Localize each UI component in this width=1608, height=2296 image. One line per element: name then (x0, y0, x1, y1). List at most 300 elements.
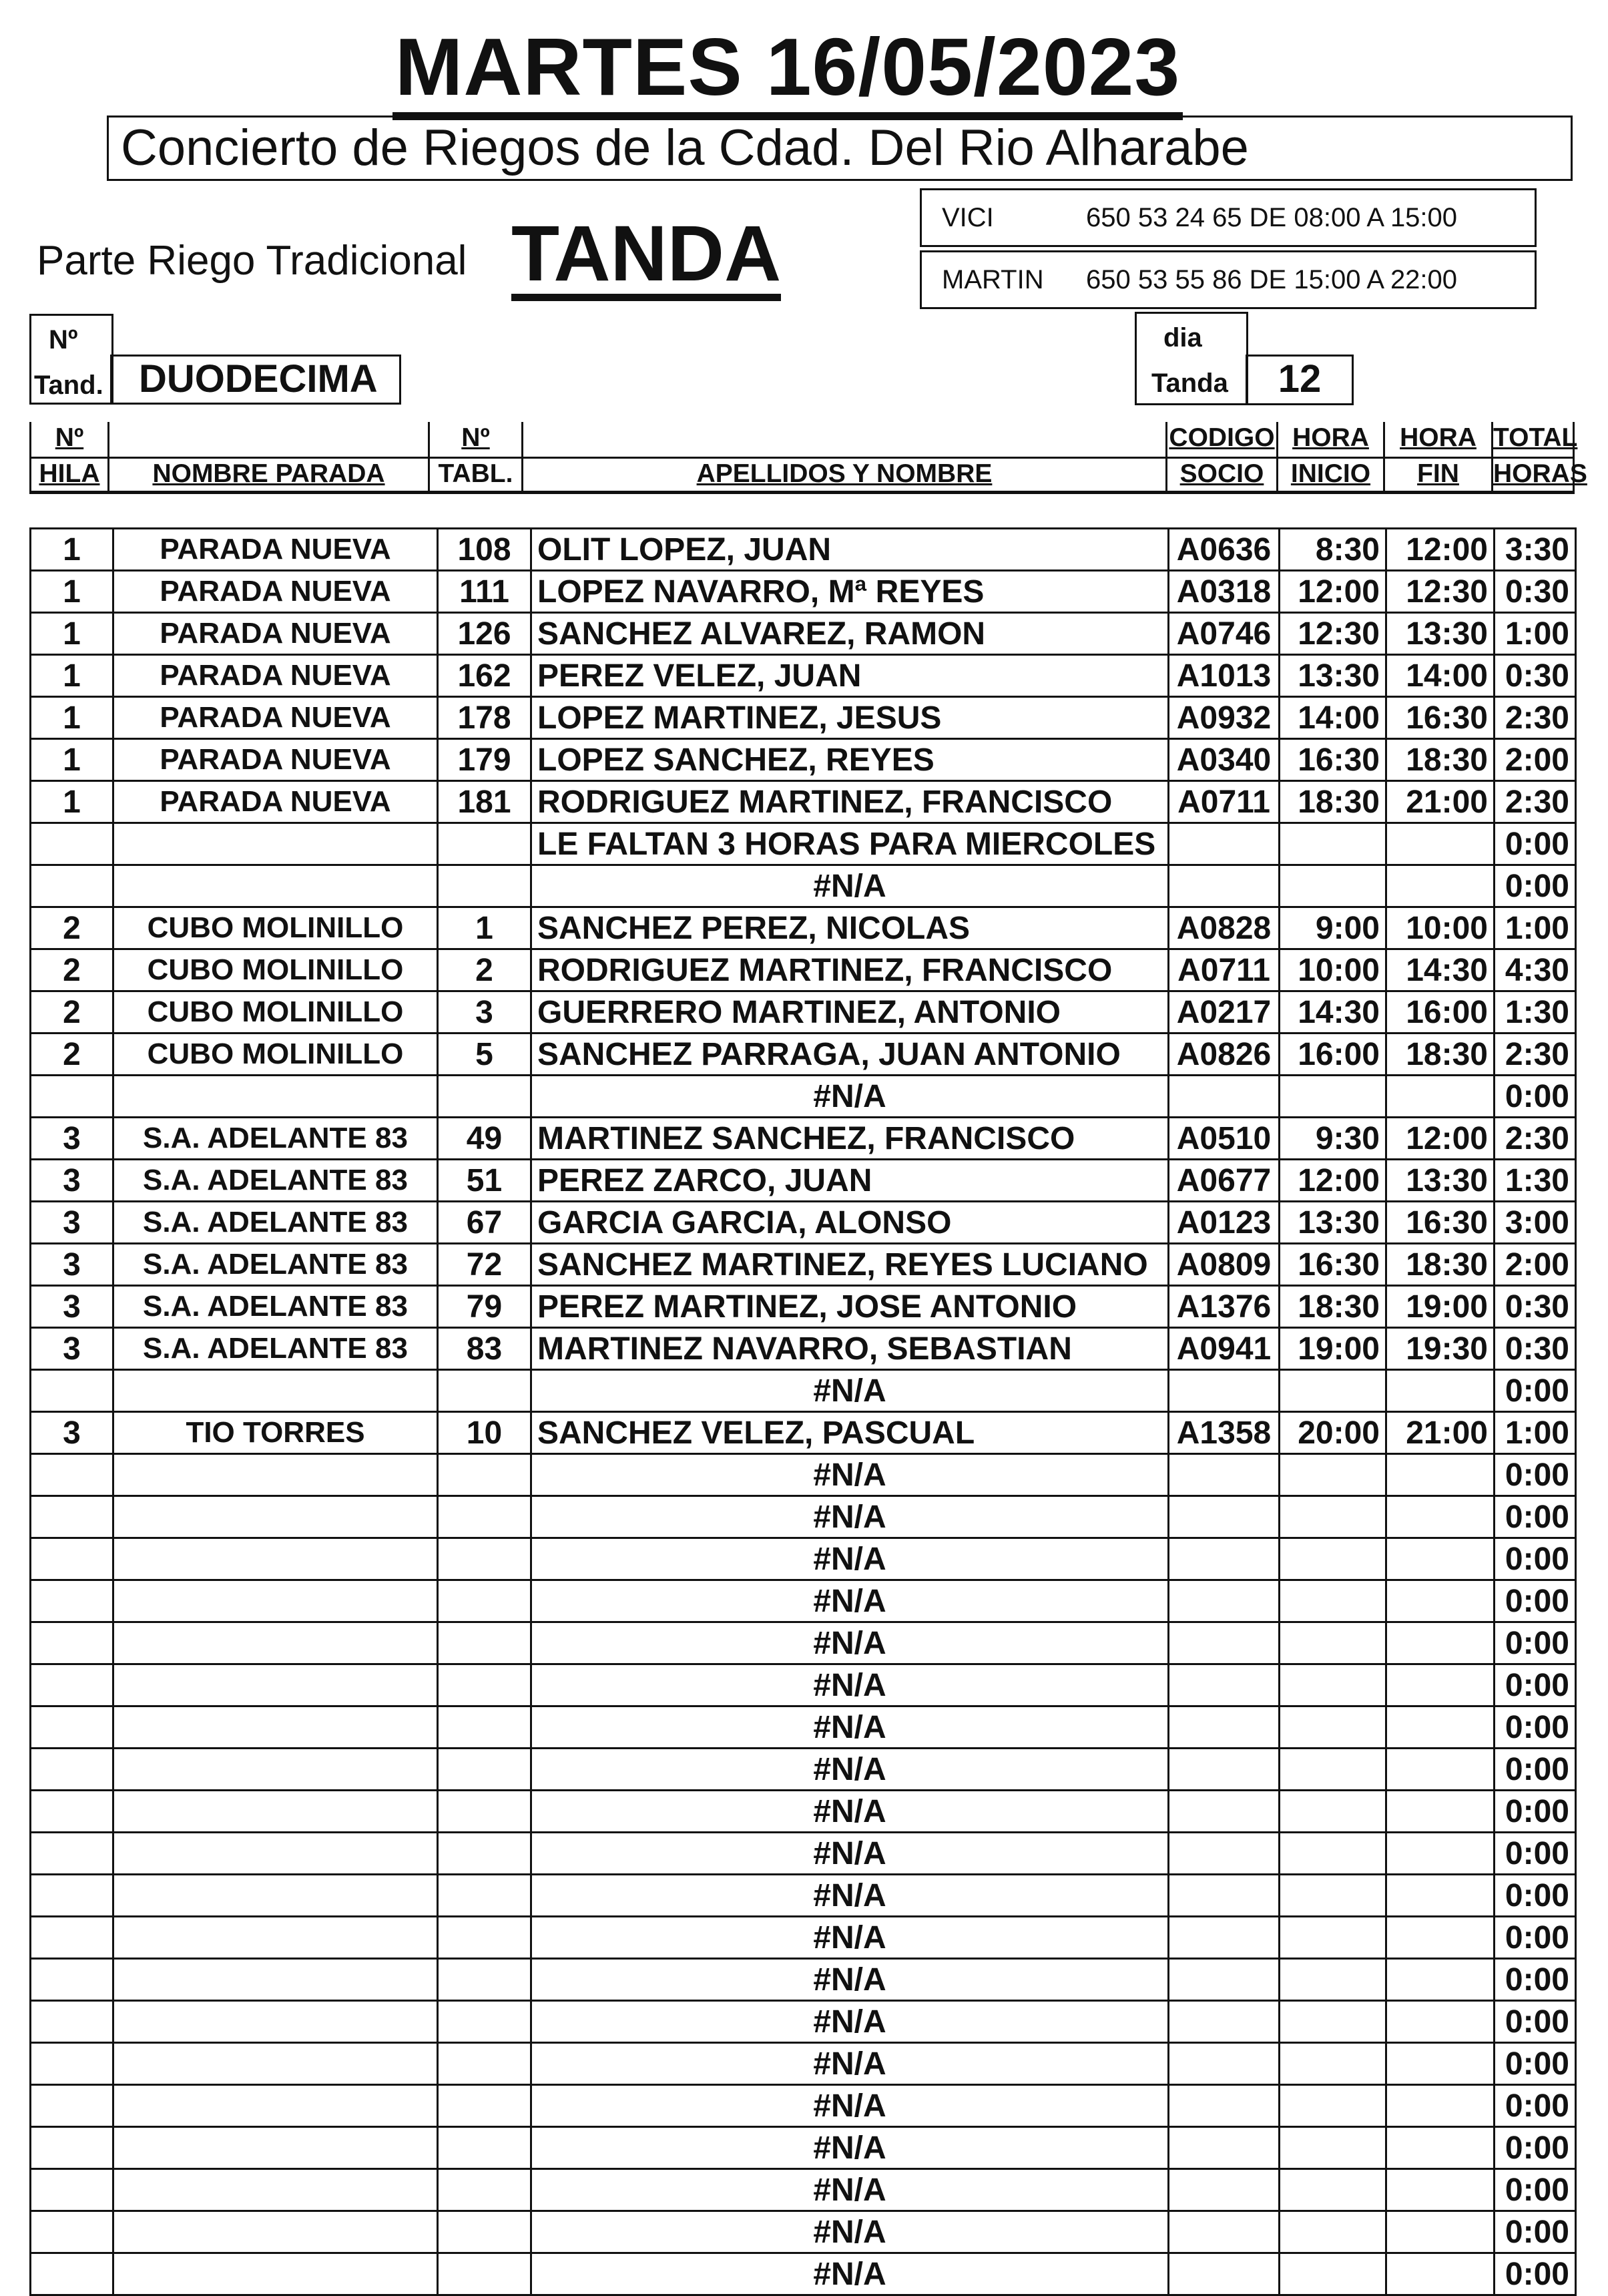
cell-inicio: 8:30 (1280, 529, 1386, 571)
table-row (31, 949, 1576, 991)
table-row (31, 1076, 1576, 1118)
cell-hila (31, 1833, 113, 1875)
cell-codigo (1169, 865, 1280, 907)
cell-total: 0:00 (1495, 2001, 1576, 2043)
cell-total: 0:00 (1495, 2043, 1576, 2085)
table-row (31, 781, 1576, 823)
cell-hila: 1 (31, 529, 113, 571)
cell-hila: 3 (31, 1202, 113, 1244)
cell-fin (1386, 1622, 1495, 1664)
cell-parada: PARADA NUEVA (113, 613, 438, 655)
cell-inicio: 16:30 (1280, 1244, 1386, 1286)
cell-codigo (1169, 1791, 1280, 1833)
table-row (31, 2253, 1576, 2295)
cell-tabl: 181 (438, 781, 531, 823)
col-codigo: CODIGO SOCIO (1167, 422, 1278, 494)
cell-inicio (1280, 2001, 1386, 2043)
cell-codigo: A0217 (1169, 991, 1280, 1034)
cell-hila (31, 1622, 113, 1664)
cell-tabl: 126 (438, 613, 531, 655)
cell-nombre: SANCHEZ PEREZ, NICOLAS (531, 907, 1169, 949)
cell-tabl (438, 2253, 531, 2295)
cell-hila (31, 2001, 113, 2043)
cell-parada: PARADA NUEVA (113, 739, 438, 781)
cell-tabl (438, 1370, 531, 1412)
table-row (31, 907, 1576, 949)
cell-parada: TIO TORRES (113, 1412, 438, 1454)
table-row (31, 991, 1576, 1034)
tanda-label-line1: Nº (49, 325, 78, 355)
cell-total: 2:30 (1495, 781, 1576, 823)
cell-inicio: 13:30 (1280, 655, 1386, 697)
cell-tabl (438, 1833, 531, 1875)
cell-total: 0:00 (1495, 823, 1576, 865)
cell-nombre: #N/A (531, 2043, 1169, 2085)
cell-tabl: 67 (438, 1202, 531, 1244)
cell-fin (1386, 1076, 1495, 1118)
cell-nombre: LE FALTAN 3 HORAS PARA MIERCOLES (531, 823, 1169, 865)
cell-parada (113, 1833, 438, 1875)
cell-hila: 3 (31, 1118, 113, 1160)
cell-parada: PARADA NUEVA (113, 697, 438, 739)
cell-inicio (1280, 1580, 1386, 1622)
cell-tabl: 178 (438, 697, 531, 739)
contact-martin (920, 250, 1537, 309)
cell-fin (1386, 865, 1495, 907)
table-row (31, 1664, 1576, 1706)
cell-parada (113, 823, 438, 865)
cell-nombre: PEREZ ZARCO, JUAN (531, 1160, 1169, 1202)
cell-codigo (1169, 1454, 1280, 1496)
cell-codigo (1169, 1538, 1280, 1580)
cell-total: 0:00 (1495, 1076, 1576, 1118)
cell-nombre: MARTINEZ NAVARRO, SEBASTIAN (531, 1328, 1169, 1370)
cell-total: 0:00 (1495, 2169, 1576, 2211)
cell-total: 0:00 (1495, 1791, 1576, 1833)
col-nombre-parada: NOMBRE PARADA (109, 422, 430, 494)
cell-parada (113, 1791, 438, 1833)
cell-parada: PARADA NUEVA (113, 529, 438, 571)
cell-parada (113, 1917, 438, 1959)
cell-parada: S.A. ADELANTE 83 (113, 1202, 438, 1244)
cell-total: 0:00 (1495, 1580, 1576, 1622)
table-row (31, 1286, 1576, 1328)
cell-total: 0:00 (1495, 1664, 1576, 1706)
cell-fin: 14:30 (1386, 949, 1495, 991)
cell-total: 0:00 (1495, 1917, 1576, 1959)
cell-tabl (438, 2169, 531, 2211)
cell-hila (31, 865, 113, 907)
cell-fin (1386, 2001, 1495, 2043)
cell-inicio: 16:30 (1280, 739, 1386, 781)
table-row (31, 1706, 1576, 1749)
table-row (31, 1328, 1576, 1370)
cell-inicio: 19:00 (1280, 1328, 1386, 1370)
table-row (31, 1370, 1576, 1412)
cell-tabl (438, 2043, 531, 2085)
cell-inicio: 9:00 (1280, 907, 1386, 949)
cell-nombre: #N/A (531, 865, 1169, 907)
cell-parada (113, 1749, 438, 1791)
cell-inicio (1280, 1370, 1386, 1412)
table-row (31, 2127, 1576, 2169)
cell-total: 1:00 (1495, 613, 1576, 655)
cell-hila: 3 (31, 1244, 113, 1286)
cell-parada (113, 1370, 438, 1412)
cell-hila (31, 1959, 113, 2001)
table-row (31, 613, 1576, 655)
cell-fin (1386, 1580, 1495, 1622)
cell-hila (31, 1454, 113, 1496)
cell-nombre: #N/A (531, 1622, 1169, 1664)
table-row (31, 1202, 1576, 1244)
cell-nombre: #N/A (531, 2253, 1169, 2295)
cell-parada (113, 2127, 438, 2169)
cell-hila (31, 2043, 113, 2085)
cell-nombre: #N/A (531, 1664, 1169, 1706)
cell-parada: S.A. ADELANTE 83 (113, 1118, 438, 1160)
cell-parada: PARADA NUEVA (113, 781, 438, 823)
cell-hila (31, 1580, 113, 1622)
cell-codigo (1169, 1370, 1280, 1412)
cell-parada (113, 865, 438, 907)
cell-total: 0:00 (1495, 1370, 1576, 1412)
cell-parada (113, 2253, 438, 2295)
cell-nombre: RODRIGUEZ MARTINEZ, FRANCISCO (531, 949, 1169, 991)
cell-codigo (1169, 1622, 1280, 1664)
cell-fin: 18:30 (1386, 739, 1495, 781)
cell-fin: 12:30 (1386, 571, 1495, 613)
cell-codigo: A0828 (1169, 907, 1280, 949)
cell-hila: 2 (31, 949, 113, 991)
cell-inicio: 13:30 (1280, 1202, 1386, 1244)
cell-inicio: 18:30 (1280, 1286, 1386, 1328)
cell-tabl (438, 823, 531, 865)
cell-nombre: #N/A (531, 1791, 1169, 1833)
cell-fin: 21:00 (1386, 1412, 1495, 1454)
cell-parada (113, 2001, 438, 2043)
cell-tabl: 108 (438, 529, 531, 571)
cell-hila (31, 1538, 113, 1580)
cell-inicio: 9:30 (1280, 1118, 1386, 1160)
cell-codigo: A0636 (1169, 529, 1280, 571)
cell-inicio: 10:00 (1280, 949, 1386, 991)
cell-codigo: A1013 (1169, 655, 1280, 697)
cell-hila: 2 (31, 907, 113, 949)
cell-inicio: 12:00 (1280, 571, 1386, 613)
table-row (31, 865, 1576, 907)
dia-label-line2: Tanda (1151, 369, 1228, 398)
cell-fin (1386, 2127, 1495, 2169)
cell-parada (113, 2043, 438, 2085)
cell-hila (31, 1706, 113, 1749)
cell-tabl (438, 1664, 531, 1706)
cell-total: 0:00 (1495, 2085, 1576, 2127)
cell-fin (1386, 1791, 1495, 1833)
cell-inicio (1280, 823, 1386, 865)
cell-codigo: A0711 (1169, 781, 1280, 823)
cell-tabl (438, 1622, 531, 1664)
cell-inicio (1280, 2085, 1386, 2127)
cell-codigo: A0826 (1169, 1034, 1280, 1076)
cell-nombre: #N/A (531, 1706, 1169, 1749)
cell-hila: 3 (31, 1328, 113, 1370)
cell-fin: 19:30 (1386, 1328, 1495, 1370)
cell-fin: 14:00 (1386, 655, 1495, 697)
col-hora-inicio: HORA INICIO (1278, 422, 1385, 494)
subtitle-box: Concierto de Riegos de la Cdad. Del Rio Alharabe (107, 116, 1573, 181)
cell-nombre: LOPEZ SANCHEZ, REYES (531, 739, 1169, 781)
cell-nombre: SANCHEZ MARTINEZ, REYES LUCIANO (531, 1244, 1169, 1286)
cell-fin (1386, 1538, 1495, 1580)
cell-codigo (1169, 1959, 1280, 2001)
cell-codigo: A0318 (1169, 571, 1280, 613)
cell-total: 0:00 (1495, 2127, 1576, 2169)
col-hora-fin: HORA FIN (1385, 422, 1493, 494)
col-tabl: Nº TABL. (430, 422, 523, 494)
cell-inicio (1280, 2253, 1386, 2295)
cell-codigo: A0340 (1169, 739, 1280, 781)
cell-tabl (438, 1791, 531, 1833)
cell-codigo (1169, 2043, 1280, 2085)
cell-fin: 16:30 (1386, 697, 1495, 739)
table-header (29, 422, 1587, 494)
table-row (31, 1538, 1576, 1580)
cell-codigo (1169, 1664, 1280, 1706)
cell-tabl: 83 (438, 1328, 531, 1370)
cell-codigo: A0809 (1169, 1244, 1280, 1286)
table-row (31, 1791, 1576, 1833)
cell-hila (31, 823, 113, 865)
cell-tabl (438, 1917, 531, 1959)
cell-fin: 16:30 (1386, 1202, 1495, 1244)
cell-tabl (438, 1076, 531, 1118)
cell-nombre: #N/A (531, 1580, 1169, 1622)
contact-name: VICI (942, 203, 994, 232)
cell-inicio (1280, 1496, 1386, 1538)
table-row (31, 739, 1576, 781)
table-row (31, 2211, 1576, 2253)
cell-parada: CUBO MOLINILLO (113, 1034, 438, 1076)
cell-nombre: #N/A (531, 1833, 1169, 1875)
cell-inicio (1280, 865, 1386, 907)
table-row (31, 697, 1576, 739)
cell-tabl (438, 1580, 531, 1622)
cell-codigo (1169, 2127, 1280, 2169)
cell-fin (1386, 2085, 1495, 2127)
cell-fin: 19:00 (1386, 1286, 1495, 1328)
cell-parada (113, 2211, 438, 2253)
cell-nombre: SANCHEZ PARRAGA, JUAN ANTONIO (531, 1034, 1169, 1076)
cell-parada (113, 1706, 438, 1749)
cell-codigo: A0932 (1169, 697, 1280, 739)
cell-tabl (438, 2001, 531, 2043)
contact-name: MARTIN (942, 265, 1044, 294)
table-row (31, 529, 1576, 571)
cell-inicio (1280, 1833, 1386, 1875)
cell-total: 2:30 (1495, 697, 1576, 739)
cell-inicio: 18:30 (1280, 781, 1386, 823)
cell-parada (113, 1959, 438, 2001)
cell-parada: CUBO MOLINILLO (113, 949, 438, 991)
contact-vici (920, 188, 1537, 247)
cell-total: 3:30 (1495, 529, 1576, 571)
table-row (31, 1833, 1576, 1875)
cell-codigo (1169, 2169, 1280, 2211)
cell-codigo (1169, 1833, 1280, 1875)
cell-fin (1386, 1875, 1495, 1917)
cell-codigo: A0123 (1169, 1202, 1280, 1244)
cell-total: 0:00 (1495, 1959, 1576, 2001)
cell-nombre: SANCHEZ ALVAREZ, RAMON (531, 613, 1169, 655)
cell-nombre: #N/A (531, 2085, 1169, 2127)
cell-fin (1386, 1959, 1495, 2001)
cell-tabl: 179 (438, 739, 531, 781)
cell-tabl: 72 (438, 1244, 531, 1286)
cell-nombre: #N/A (531, 2211, 1169, 2253)
cell-fin (1386, 2253, 1495, 2295)
cell-hila (31, 1749, 113, 1791)
cell-fin (1386, 1664, 1495, 1706)
cell-total: 2:30 (1495, 1034, 1576, 1076)
cell-nombre: GARCIA GARCIA, ALONSO (531, 1202, 1169, 1244)
cell-inicio (1280, 1664, 1386, 1706)
cell-inicio (1280, 1076, 1386, 1118)
cell-hila (31, 1370, 113, 1412)
cell-total: 0:00 (1495, 1706, 1576, 1749)
cell-total: 2:00 (1495, 739, 1576, 781)
cell-fin (1386, 2043, 1495, 2085)
contact-phone: 650 53 24 65 DE 08:00 A 15:00 (1086, 203, 1458, 232)
table-row (31, 2169, 1576, 2211)
table-row (31, 1034, 1576, 1076)
cell-hila (31, 2085, 113, 2127)
cell-hila: 2 (31, 1034, 113, 1076)
tanda-label-line2: Tand. (34, 371, 103, 400)
cell-total: 0:00 (1495, 1749, 1576, 1791)
cell-inicio (1280, 1538, 1386, 1580)
cell-fin: 12:00 (1386, 529, 1495, 571)
irrigation-table (29, 527, 1577, 2296)
cell-inicio: 14:00 (1280, 697, 1386, 739)
cell-hila: 3 (31, 1286, 113, 1328)
cell-codigo: A0677 (1169, 1160, 1280, 1202)
table-row (31, 571, 1576, 613)
cell-hila (31, 2253, 113, 2295)
cell-total: 0:00 (1495, 1454, 1576, 1496)
col-total-horas: TOTAL HORAS (1493, 422, 1575, 494)
cell-tabl (438, 1706, 531, 1749)
cell-codigo (1169, 1875, 1280, 1917)
cell-total: 3:00 (1495, 1202, 1576, 1244)
table-row (31, 1496, 1576, 1538)
table-row (31, 1749, 1576, 1791)
cell-inicio: 12:30 (1280, 613, 1386, 655)
table-row (31, 1244, 1576, 1286)
cell-nombre: PEREZ MARTINEZ, JOSE ANTONIO (531, 1286, 1169, 1328)
cell-tabl: 51 (438, 1160, 531, 1202)
table-row (31, 2043, 1576, 2085)
cell-codigo (1169, 2211, 1280, 2253)
cell-tabl (438, 1454, 531, 1496)
cell-inicio: 16:00 (1280, 1034, 1386, 1076)
col-apellidos: APELLIDOS Y NOMBRE (523, 422, 1167, 494)
table-row (31, 655, 1576, 697)
cell-codigo (1169, 1706, 1280, 1749)
col-hila: Nº HILA (29, 422, 109, 494)
cell-total: 1:30 (1495, 1160, 1576, 1202)
cell-hila: 1 (31, 697, 113, 739)
cell-total: 0:30 (1495, 1328, 1576, 1370)
cell-fin: 18:30 (1386, 1244, 1495, 1286)
cell-total: 1:30 (1495, 991, 1576, 1034)
table-row (31, 2001, 1576, 2043)
table-row (31, 1160, 1576, 1202)
dia-tanda-value: 12 (1246, 355, 1354, 405)
cell-nombre: RODRIGUEZ MARTINEZ, FRANCISCO (531, 781, 1169, 823)
cell-tabl: 2 (438, 949, 531, 991)
cell-tabl (438, 1538, 531, 1580)
cell-codigo: A1358 (1169, 1412, 1280, 1454)
tanda-number-value: DUODECIMA (110, 355, 401, 405)
cell-fin: 21:00 (1386, 781, 1495, 823)
table-row (31, 823, 1576, 865)
cell-nombre: GUERRERO MARTINEZ, ANTONIO (531, 991, 1169, 1034)
cell-total: 2:00 (1495, 1244, 1576, 1286)
cell-inicio (1280, 1791, 1386, 1833)
cell-total: 0:00 (1495, 1496, 1576, 1538)
cell-inicio (1280, 1622, 1386, 1664)
cell-inicio: 14:30 (1280, 991, 1386, 1034)
cell-fin: 12:00 (1386, 1118, 1495, 1160)
contact-phone: 650 53 55 86 DE 15:00 A 22:00 (1086, 265, 1458, 294)
cell-hila: 3 (31, 1412, 113, 1454)
cell-nombre: LOPEZ NAVARRO, Mª REYES (531, 571, 1169, 613)
cell-nombre: OLIT LOPEZ, JUAN (531, 529, 1169, 571)
cell-inicio (1280, 2127, 1386, 2169)
cell-parada (113, 1622, 438, 1664)
cell-parada (113, 1496, 438, 1538)
cell-hila: 1 (31, 613, 113, 655)
cell-nombre: #N/A (531, 1496, 1169, 1538)
cell-codigo: A0941 (1169, 1328, 1280, 1370)
cell-nombre: #N/A (531, 1959, 1169, 2001)
dia-tanda-label (1135, 312, 1248, 405)
cell-parada (113, 1454, 438, 1496)
cell-fin (1386, 1917, 1495, 1959)
cell-total: 0:00 (1495, 2211, 1576, 2253)
cell-codigo: A0510 (1169, 1118, 1280, 1160)
cell-total: 0:30 (1495, 655, 1576, 697)
cell-nombre: #N/A (531, 1749, 1169, 1791)
cell-inicio (1280, 2211, 1386, 2253)
cell-nombre: #N/A (531, 1917, 1169, 1959)
cell-fin (1386, 823, 1495, 865)
cell-nombre: #N/A (531, 1454, 1169, 1496)
cell-parada: PARADA NUEVA (113, 655, 438, 697)
cell-nombre: #N/A (531, 1076, 1169, 1118)
cell-hila (31, 1496, 113, 1538)
cell-codigo (1169, 2085, 1280, 2127)
cell-parada: CUBO MOLINILLO (113, 907, 438, 949)
cell-nombre: #N/A (531, 2169, 1169, 2211)
cell-total: 2:30 (1495, 1118, 1576, 1160)
cell-nombre: #N/A (531, 2127, 1169, 2169)
cell-inicio (1280, 1959, 1386, 2001)
cell-codigo (1169, 1496, 1280, 1538)
cell-tabl: 162 (438, 655, 531, 697)
cell-fin (1386, 1833, 1495, 1875)
